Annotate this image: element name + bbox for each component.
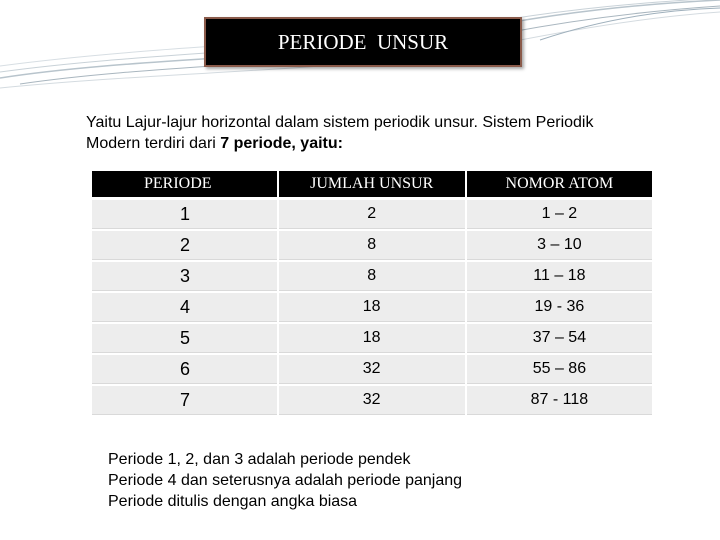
cell-jumlah-unsur: 8 [279, 231, 465, 259]
cell-nomor-atom: 37 – 54 [467, 324, 652, 352]
page-title: PERIODE UNSUR [204, 17, 522, 67]
cell-jumlah-unsur: 32 [279, 355, 465, 383]
table-header-row [92, 171, 652, 197]
table-row [92, 324, 652, 352]
intro-bold-text: 7 periode, yaitu: [220, 135, 343, 152]
cell-nomor-atom: 3 – 10 [467, 231, 652, 259]
cell-jumlah-unsur: 18 [279, 293, 465, 321]
note-line: Periode 1, 2, dan 3 adalah periode pendek [108, 451, 411, 468]
cell-periode: 5 [92, 324, 277, 352]
note-line: Periode 4 dan seterusnya adalah periode panjang [108, 472, 463, 489]
cell-nomor-atom: 1 – 2 [467, 200, 652, 228]
cell-nomor-atom: 11 – 18 [467, 262, 652, 290]
cell-jumlah-unsur: 2 [279, 200, 465, 228]
cell-periode: 1 [92, 200, 277, 228]
notes-block [108, 449, 462, 512]
cell-nomor-atom: 87 - 118 [467, 386, 652, 414]
cell-periode: 3 [92, 262, 277, 290]
cell-periode: 6 [92, 355, 277, 383]
header-jumlah-unsur: JUMLAH UNSUR [279, 171, 465, 197]
cell-periode: 7 [92, 386, 277, 414]
note-line: Periode ditulis dengan angka biasa [108, 493, 358, 510]
cell-nomor-atom: 55 – 86 [467, 355, 652, 383]
table-row [92, 386, 652, 414]
intro-paragraph [86, 112, 646, 154]
header-nomor-atom: NOMOR ATOM [467, 171, 652, 197]
periode-table [90, 168, 654, 417]
table-row [92, 355, 652, 383]
table-row [92, 293, 652, 321]
cell-jumlah-unsur: 8 [279, 262, 465, 290]
table-row [92, 231, 652, 259]
cell-periode: 4 [92, 293, 277, 321]
table-row [92, 262, 652, 290]
cell-jumlah-unsur: 18 [279, 324, 465, 352]
cell-periode: 2 [92, 231, 277, 259]
cell-jumlah-unsur: 32 [279, 386, 465, 414]
intro-text: Yaitu Lajur-lajur horizontal dalam sistem periodik unsur. Sistem Periodik Modern terdiri dari [86, 114, 594, 152]
table-row [92, 200, 652, 228]
header-periode: PERIODE [92, 171, 277, 197]
cell-nomor-atom: 19 - 36 [467, 293, 652, 321]
